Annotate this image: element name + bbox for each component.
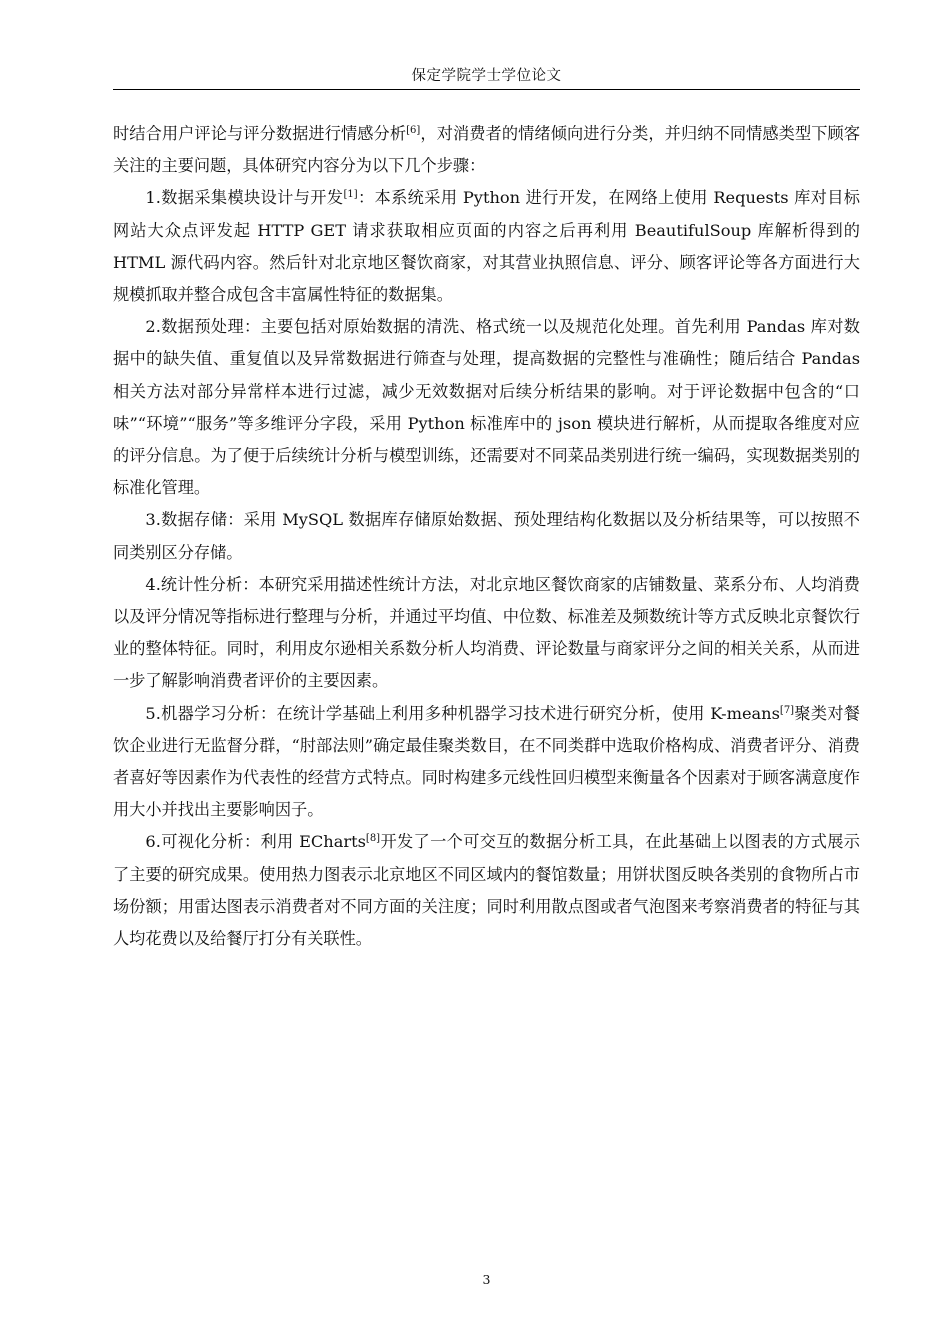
paragraph-text: 6.可视化分析：利用 ECharts [145,832,366,852]
paragraph-text: 时结合用户评论与评分数据进行情感分析 [113,124,407,143]
paragraph-text: 开发了一个可交互的数据分析工具，在此基础上以图表的方式展示了主要的研究成果。使用热力图表示北京地区不同区域内的餐馆数量；用饼状图反映各类别的食物所占市场份额；用雷达图表示消费者对不同方面的关注度；同时利用散点图或者气泡图来考察消费者的特征与其人均花费以及给餐厅打分有关联性。 [113,832,860,949]
paragraph-text: 3.数据存储：采用 MySQL 数据库存储原始数据、预处理结构化数据以及分析结果等，可以按照不同类别区分存储。 [113,510,860,562]
running-header: 保定学院学士学位论文 [411,68,562,84]
citation-7: [7] [779,704,795,716]
paragraph-statistics [113,569,860,698]
paragraph-text: 1.数据采集模块设计与开发 [145,188,344,208]
paragraph-text: 2.数据预处理：主要包括对原始数据的清洗、格式统一以及规范化处理。首先利用 Pandas 库对数据中的缺失值、重复值以及异常数据进行筛查与处理，提高数据的完整性与准确性；随后结合 Pandas 相关方法对部分异常样本进行过滤，减少无效数据对后续分析结果的影响。对于评论数据中包含的“口味”“环境”“服务”等多维评分字段，采用 Python 标准库中的 json 模块进行解析，从而提取各维度对应的评分信息。为了便于后续统计分析与模型训练，还需要对不同菜品类别进行统一编码，实现数据类别的标准化管理。 [113,317,860,498]
paragraph-data-collection [113,182,860,311]
paragraph-text: ，对消费者的情绪倾向进行分类，并归纳不同情感类型下顾客关注的主要问题，具体研究内容分为以下几个步骤： [113,124,861,176]
citation-8: [8] [365,833,381,845]
paragraph-preprocessing [113,311,860,504]
citation-6: [6] [406,125,421,136]
citation-1: [1] [343,189,358,201]
header-rule [113,89,860,90]
paragraph-text: ：本系统采用 Python 进行开发，在网络上使用 Requests 库对目标网站大众点评发起 HTTP GET 请求获取相应页面的内容之后再利用 BeautifulSoup 库解析得到的 HTML 源代码内容。然后针对北京地区餐饮商家，对其营业执照信息、评分、顾客评论等各方面进行大规模抓取并整合成包含丰富属性特征的数据集。 [113,188,860,305]
thesis-body [113,118,860,955]
paragraph-intro-continuation [113,118,860,182]
page-number: 3 [482,1272,491,1287]
paragraph-visualization [113,826,860,955]
paragraph-text: 4.统计性分析：本研究采用描述性统计方法，对北京地区餐饮商家的店铺数量、菜系分布、人均消费以及评分情况等指标进行整理与分析，并通过平均值、中位数、标准差及频数统计等方式反映北京餐饮行业的整体特征。同时，利用皮尔逊相关系数分析人均消费、评论数量与商家评分之间的相关关系，从而进一步了解影响消费者评价的主要因素。 [113,574,860,691]
paragraph-text: 5.机器学习分析：在统计学基础上利用多种机器学习技术进行研究分析，使用 K-means [145,703,780,723]
paragraph-storage [113,504,860,568]
paragraph-text: 聚类对餐饮企业进行无监督分群，“肘部法则”确定最佳聚类数目，在不同类群中选取价格构成、消费者评分、消费者喜好等因素作为代表性的经营方式特点。同时构建多元线性回归模型来衡量各个因素对于顾客满意度作用大小并找出主要影响因子。 [113,703,860,820]
paragraph-machine-learning [113,698,860,827]
